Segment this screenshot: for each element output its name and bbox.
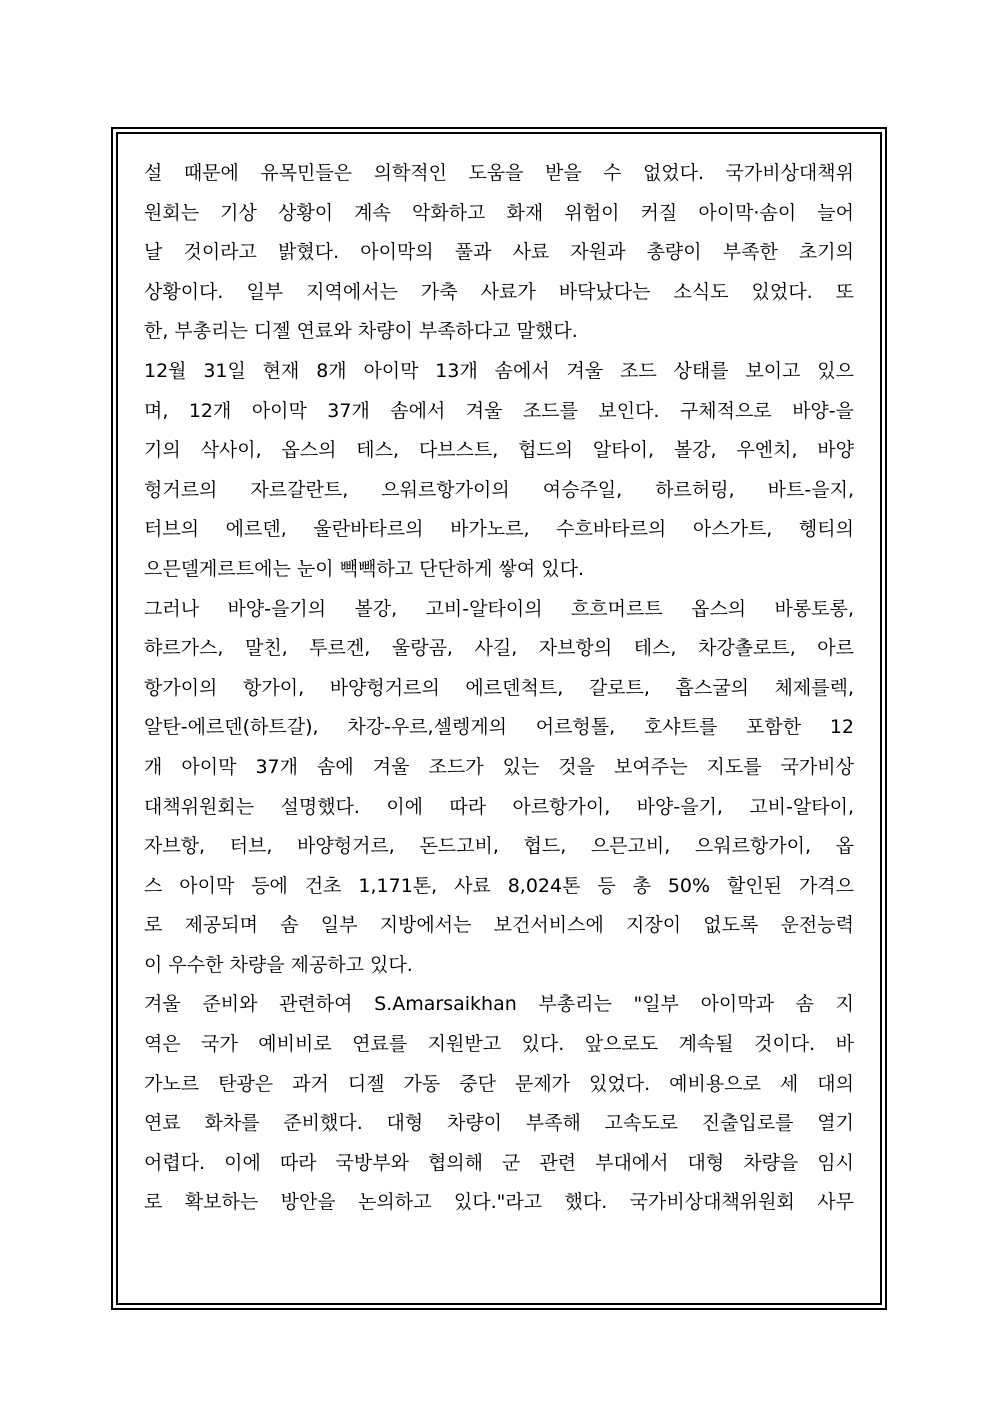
text-line: 으믄델게르트에는 눈이 빽빽하고 단단하게 쌓여 있다. bbox=[144, 557, 585, 580]
text-line: 겨울 준비와 관련하여 S.Amarsaikhan 부총리는 "일부 아이막과 솜 지 bbox=[144, 993, 854, 1016]
text-line: 날 것이라고 밝혔다. 아이막의 풀과 사료 자원과 총량이 부족한 초기의 bbox=[144, 241, 854, 264]
text-line: 알탄-에르덴(하트갈), 차강-우르,셀렝게의 어르헝톨, 호샤트를 포함한 12 bbox=[144, 716, 854, 739]
text-line: 로 확보하는 방안을 논의하고 있다."라고 했다. 국가비상대책위원회 사무 bbox=[144, 1191, 854, 1214]
text-line: 대책위원회는 설명했다. 이에 따라 아르항가이, 바양-을기, 고비-알타이, bbox=[144, 795, 854, 818]
text-line: 연료 화차를 준비했다. 대형 차량이 부족해 고속도로 진출입로를 열기 bbox=[144, 1112, 854, 1135]
text-line: 어렵다. 이에 따라 국방부와 협의해 군 관련 부대에서 대형 차량을 임시 bbox=[144, 1151, 854, 1174]
text-line: 상황이다. 일부 지역에서는 가축 사료가 바닥났다는 소식도 있었다. 또 bbox=[144, 280, 854, 303]
text-line: 스 아이막 등에 건초 1,171톤, 사료 8,024톤 등 총 50% 할인된 가격으 bbox=[144, 874, 854, 897]
text-line: 자브항, 터브, 바양헝거르, 돈드고비, 헙드, 으믄고비, 으워르항가이, 옵 bbox=[144, 835, 854, 858]
text-line: 한, 부총리는 디젤 연료와 차량이 부족하다고 말했다. bbox=[144, 320, 578, 343]
text-line: 헝거르의 자르갈란트, 으워르항가이의 여승주일, 하르허링, 바트-을지, bbox=[144, 478, 854, 501]
text-line: 이 우수한 차량을 제공하고 있다. bbox=[144, 953, 413, 976]
text-line: 그러나 바양-을기의 볼강, 고비-알타이의 흐흐머르트 옵스의 바롱토롱, bbox=[144, 597, 854, 620]
text-line: 항가이의 항가이, 바양헝거르의 에르덴척트, 갈로트, 흡스굴의 체제를렉, bbox=[144, 676, 854, 699]
text-line: 12월 31일 현재 8개 아이막 13개 솜에서 겨울 조드 상태를 보이고 있으 bbox=[144, 359, 854, 382]
text-line: 설 때문에 유목민들은 의학적인 도움을 받을 수 없었다. 국가비상대책위 bbox=[144, 162, 854, 184]
text-line: 터브의 에르덴, 울란바타르의 바가노르, 수흐바타르의 아스가트, 헹티의 bbox=[144, 518, 854, 541]
text-line: 로 제공되며 솜 일부 지방에서는 보건서비스에 지장이 없도록 운전능력 bbox=[144, 914, 854, 937]
text-line: 가노르 탄광은 과거 디젤 가동 중단 문제가 있었다. 예비용으로 세 대의 bbox=[144, 1072, 854, 1095]
text-line: 기의 삭사이, 옵스의 테스, 다브스트, 헙드의 알타이, 볼강, 우엔치, 바양 bbox=[144, 439, 854, 462]
text-line: 며, 12개 아이막 37개 솜에서 겨울 조드를 보인다. 구체적으로 바양-을 bbox=[144, 399, 854, 422]
text-line: 개 아이막 37개 솜에 겨울 조드가 있는 것을 보여주는 지도를 국가비상 bbox=[144, 755, 854, 778]
text-line: 역은 국가 예비비로 연료를 지원받고 있다. 앞으로도 계속될 것이다. 바 bbox=[144, 1033, 854, 1056]
text-line: 햐르가스, 말친, 투르겐, 울랑곰, 사길, 자브항의 테스, 차강촐로트, 아르 bbox=[144, 637, 854, 660]
article-body bbox=[144, 154, 854, 1223]
text-line: 원회는 기상 상황이 계속 악화하고 화재 위험이 커질 아이막·솜이 늘어 bbox=[144, 201, 854, 224]
